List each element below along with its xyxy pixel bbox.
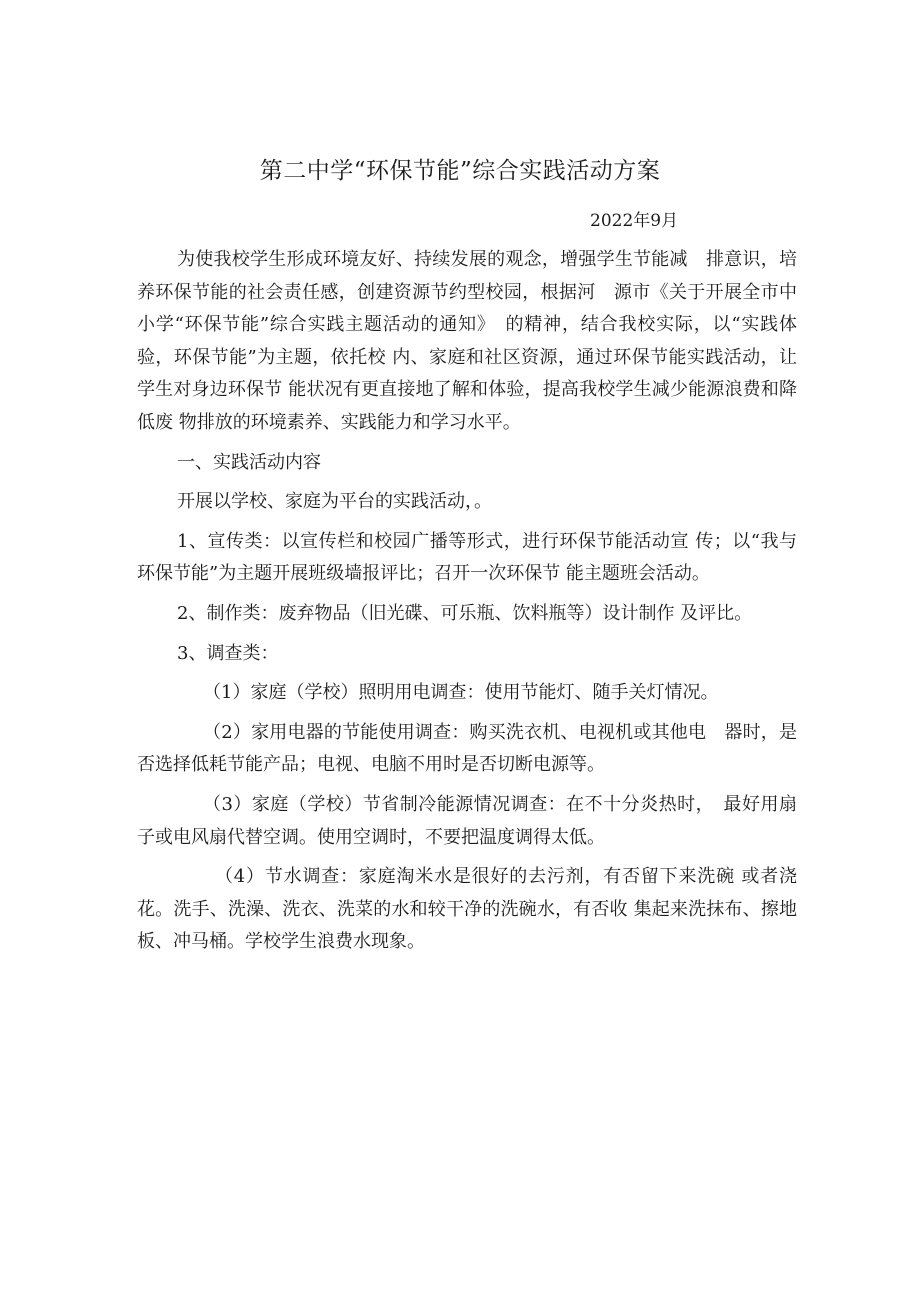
item-survey: 3、调查类：	[177, 642, 279, 664]
document-title: 第二中学“环保节能”综合实践活动方案	[259, 158, 661, 184]
sub-item-lighting: （1）家庭（学校）照明用电调查：使用节能灯、随手关灯情况。	[203, 682, 719, 704]
document-date: 2022年9月	[590, 211, 679, 231]
document-body	[137, 244, 797, 966]
section-heading: 一、实践活动内容	[177, 451, 321, 473]
item-publicity: 1、宣传类：以宣传栏和校园广播等形式，进行环保节能活动宣 传；以“我与环保节能”为主题开展班级墙报评比；召开一次环保节 能主题班会活动。	[137, 530, 797, 585]
sub-item-water: （4）节水调查：家庭淘米水是很好的去污剂，有否留下来洗碗 或者浇花。洗手、洗澡、洗衣、洗菜的水和较干净的洗碗水，有否收 集起来洗抹布、擦地板、冲马桶。学校学生浪费水现象。	[137, 866, 797, 953]
intro-paragraph: 为使我校学生形成环境友好、持续发展的观念，增强学生节能减 排意识，培养环保节能的社会责任感，创建资源节约型校园，根据河 源市《关于开展全市中小学“环保节能”综合实践主题活动的通知》 的精神，结合我校实际，以“实践体验，环保节能”为主题，依托校 内、家庭和社区资源，通过环保节能实践活动，让学生对身边环保节 能状况有更直接地了解和体验，提高我校学生减少能源浪费和降低废 物排放的环境素养、实践能力和学习水平。	[137, 249, 797, 433]
sub-item-appliances: （2）家用电器的节能使用调查：购买洗衣机、电视机或其他电 器时，是否选择低耗节能产品；电视、电脑不用时是否切断电源等。	[137, 721, 797, 776]
item-making: 2、制作类：废弃物品（旧光碟、可乐瓶、饮料瓶等）设计制作 及评比。	[177, 602, 753, 624]
sub-item-cooling: （3）家庭（学校）节省制冷能源情况调查：在不十分炎热时， 最好用扇子或电风扇代替空调。使用空调时，不要把温度调得太低。	[137, 793, 797, 848]
section-lead-paragraph: 开展以学校、家庭为平台的实践活动，。	[177, 491, 492, 513]
